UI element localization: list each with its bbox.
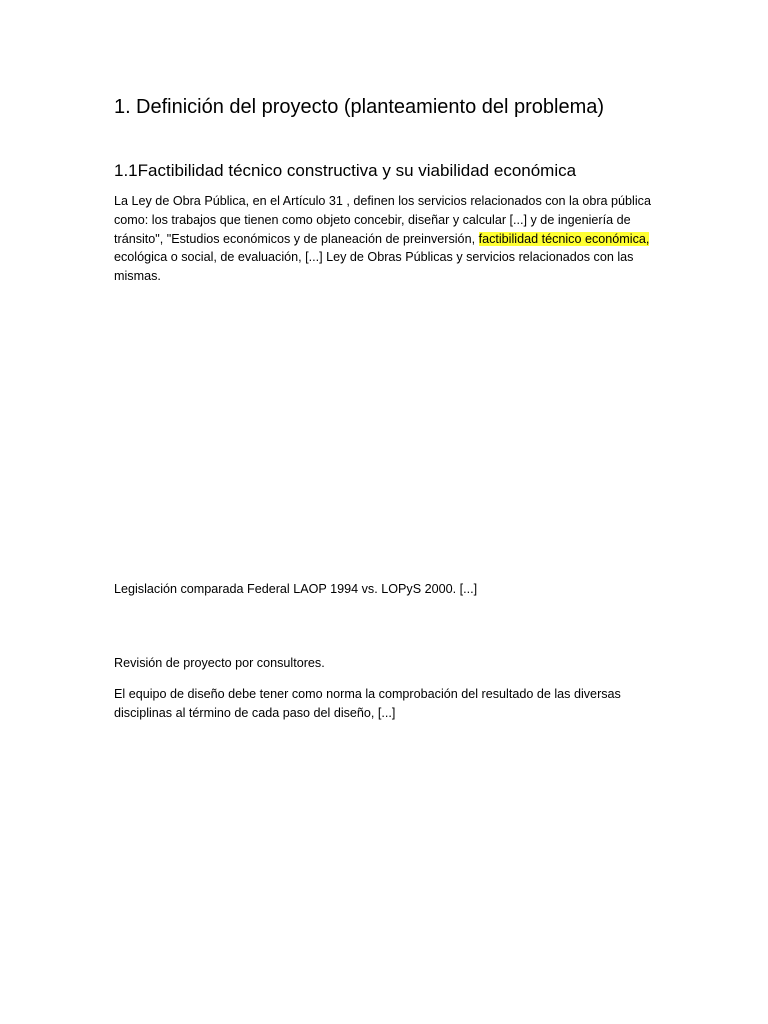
body-paragraph-revision-title: Revisión de proyecto por consultores. [114, 656, 325, 670]
paragraph-text-before-highlight: La Ley de Obra Pública, en el Artículo 31 , definen los servicios relacionados con la obra pública como: los trabajos que tienen como objeto concebir, diseñar y calcular [...] y de ingeniería de tránsito", "Estudios económicos y de planeación de preinversión, [114, 194, 651, 246]
body-paragraph-ley-obra-publica [114, 192, 674, 286]
section-number: 1. [114, 96, 131, 118]
body-paragraph-legislacion: Legislación comparada Federal LAOP 1994 vs. LOPyS 2000. [...] [114, 582, 478, 596]
section-title: Definición del proyecto (planteamiento del problema) [136, 96, 605, 118]
body-paragraph-equipo-diseno: El equipo de diseño debe tener como norma la comprobación del resultado de las diversas disciplinas al término de cada paso del diseño, [...] [114, 687, 621, 720]
highlighted-text: factibilidad técnico económica, [478, 231, 650, 246]
subsection-heading: 1.1Factibilidad técnico constructiva y su viabilidad económica [114, 161, 577, 180]
section-heading [114, 94, 714, 120]
paragraph-text-after-highlight: ecológica o social, de evaluación, [...] Ley de Obras Públicas y servicios relacionados con las mismas. [114, 250, 634, 284]
